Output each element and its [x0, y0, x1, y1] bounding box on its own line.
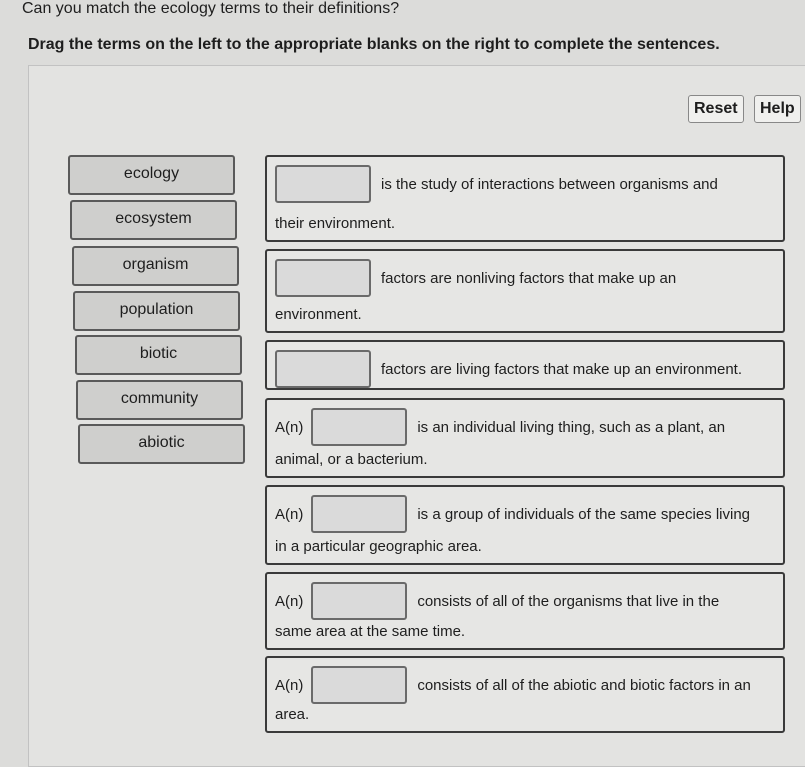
article-label: A(n): [275, 592, 304, 610]
article-label: A(n): [275, 418, 304, 436]
sentence-continuation: area.: [275, 706, 310, 723]
sentence-continuation: same area at the same time.: [275, 623, 466, 640]
sentence-continuation: animal, or a bacterium.: [275, 451, 428, 468]
sentence-continuation: in a particular geographic area.: [275, 538, 482, 555]
drop-blank[interactable]: [311, 408, 407, 446]
sentence-text: is a group of individuals of the same species living: [417, 505, 751, 523]
term-abiotic[interactable]: abiotic: [78, 424, 245, 464]
sentence-text: is an individual living thing, such as a plant, an: [417, 418, 726, 436]
sentence-text: is the study of interactions between organisms and: [381, 175, 718, 193]
sentence-2: [265, 249, 785, 333]
term-ecosystem[interactable]: ecosystem: [70, 200, 237, 240]
sentence-4: [265, 398, 785, 478]
article-label: A(n): [275, 505, 304, 523]
sentence-text: factors are living factors that make up an environment.: [381, 360, 743, 378]
reset-button[interactable]: Reset: [688, 95, 744, 123]
help-button[interactable]: Help: [754, 95, 801, 123]
term-ecology[interactable]: ecology: [68, 155, 235, 195]
drop-blank[interactable]: [311, 666, 407, 704]
drop-blank[interactable]: [275, 259, 371, 297]
sentence-1: [265, 155, 785, 242]
sentence-5: [265, 485, 785, 565]
drop-blank[interactable]: [275, 165, 371, 203]
sentence-text: factors are nonliving factors that make up an: [381, 269, 677, 287]
term-organism[interactable]: organism: [72, 246, 239, 286]
sentence-3: [265, 340, 785, 390]
sentence-text: consists of all of the organisms that live in the: [417, 592, 720, 610]
question-title: Can you match the ecology terms to their definitions?: [22, 0, 400, 17]
article-label: A(n): [275, 676, 304, 694]
drop-blank[interactable]: [311, 495, 407, 533]
drop-blank[interactable]: [311, 582, 407, 620]
sentence-6: [265, 572, 785, 650]
drop-blank[interactable]: [275, 350, 371, 388]
sentence-continuation: their environment.: [275, 215, 396, 232]
term-community[interactable]: community: [76, 380, 243, 420]
instructions: Drag the terms on the left to the appropriate blanks on the right to complete the sentences.: [28, 36, 720, 53]
sentence-7: [265, 656, 785, 733]
term-biotic[interactable]: biotic: [75, 335, 242, 375]
sentence-continuation: environment.: [275, 306, 362, 323]
sentence-text: consists of all of the abiotic and biotic factors in an: [417, 676, 751, 694]
term-population[interactable]: population: [73, 291, 240, 331]
